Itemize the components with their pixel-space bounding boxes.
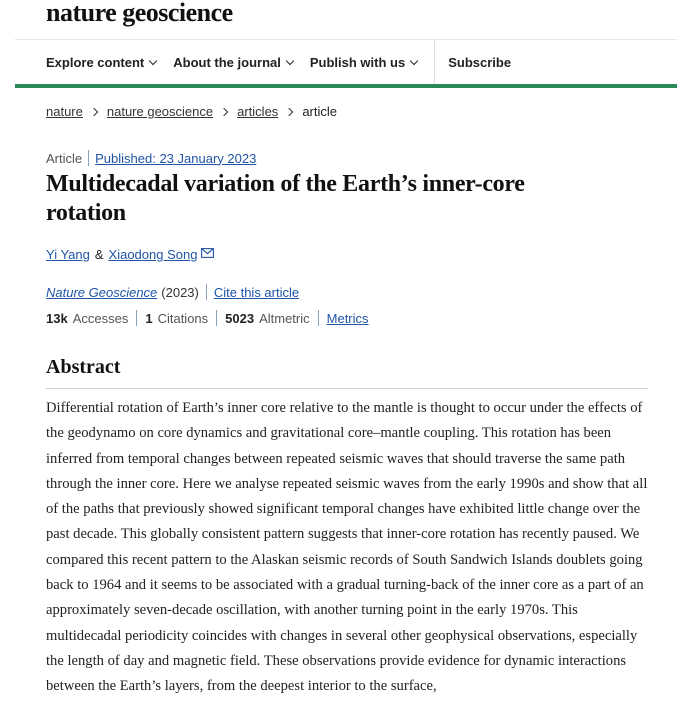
cite-article-link[interactable]: Cite this article [213, 284, 300, 300]
citations-count: 1 [145, 310, 153, 326]
nav-about-journal[interactable] [173, 55, 293, 70]
breadcrumb-articles[interactable]: articles [237, 104, 279, 119]
metrics-divider [318, 310, 319, 326]
chevron-down-icon [410, 56, 418, 64]
citation-line [46, 284, 299, 300]
nav-explore-label: Explore content [46, 54, 145, 70]
chevron-down-icon [286, 56, 294, 64]
chevron-right-icon [90, 107, 98, 115]
breadcrumb-nature[interactable]: nature [46, 104, 83, 119]
nav-explore-content[interactable] [46, 55, 156, 70]
article-meta [46, 150, 256, 166]
abstract-text: Differential rotation of Earth’s inner core relative to the mantle is thought to occur under the effects of the geodynamo on core dynamics and gravitational core–mantle coupling. This rotation has been inferred from temporal changes between repeated seismic waves that should traverse the same path through the inner core. Here we analyse repeated seismic waves from the early 1990s and show that all of the paths that previously showed significant temporal changes have exhibited little change over the past decade. This globally consistent pattern suggests that inner-core rotation has recently paused. We compared this recent pattern to the Alaskan seismic records of South Sandwich Islands doublets going back to 1964 and it seems to be associated with a gradual turning-back of the inner core as a part of an approximately seven-decade oscillation, with another turning point in the early 1970s. This multidecadal periodicity coincides with changes in several other geophysical observations, especially the length of day and magnetic field. These observations provide evidence for dynamic interactions between the Earth’s layers, from the deepest interior to the surface, [46, 400, 648, 695]
masthead [46, 0, 233, 36]
nav-subscribe-label: Subscribe [448, 54, 512, 70]
journal-logo[interactable]: nature geoscience [46, 0, 233, 27]
abstract-divider [46, 388, 648, 389]
journal-link[interactable]: Nature Geoscience [46, 284, 158, 300]
main-nav [46, 40, 677, 84]
author-yi-yang[interactable]: Yi Yang [46, 247, 90, 262]
author-list [46, 247, 214, 262]
nav-about-label: About the journal [173, 54, 281, 70]
mail-icon[interactable] [201, 248, 214, 258]
citation-divider [206, 284, 207, 300]
breadcrumb-current: article [302, 104, 337, 119]
accesses-label: Accesses [72, 310, 129, 326]
meta-divider [88, 150, 89, 166]
article-title: Multidecadal variation of the Earth’s inner-core rotation [46, 171, 525, 226]
author-separator: & [94, 247, 104, 262]
abstract-heading: Abstract [46, 356, 121, 378]
nav-subscribe[interactable] [448, 55, 511, 70]
chevron-right-icon [285, 107, 293, 115]
publication-year: (2023) [161, 284, 199, 300]
author-xiaodong-song[interactable]: Xiaodong Song [108, 247, 198, 262]
chevron-down-icon [149, 56, 157, 64]
nav-divider [434, 40, 435, 84]
altmetric-label: Altmetric [259, 310, 310, 326]
nav-publish[interactable] [310, 55, 417, 70]
accesses-count: 13k [46, 310, 68, 326]
metrics-link[interactable]: Metrics [326, 310, 369, 326]
metrics-divider [216, 310, 217, 326]
nav-publish-label: Publish with us [309, 54, 406, 70]
metrics-divider [136, 310, 137, 326]
chevron-right-icon [220, 107, 228, 115]
altmetric-score: 5023 [225, 310, 255, 326]
nav-accent-bar [15, 84, 677, 88]
article-metrics [46, 310, 369, 326]
breadcrumb-nature-geoscience[interactable]: nature geoscience [106, 104, 214, 119]
citations-label: Citations [157, 310, 209, 326]
published-date-link[interactable]: Published: 23 January 2023 [95, 150, 257, 166]
breadcrumb [46, 104, 337, 119]
article-type: Article [46, 150, 83, 166]
